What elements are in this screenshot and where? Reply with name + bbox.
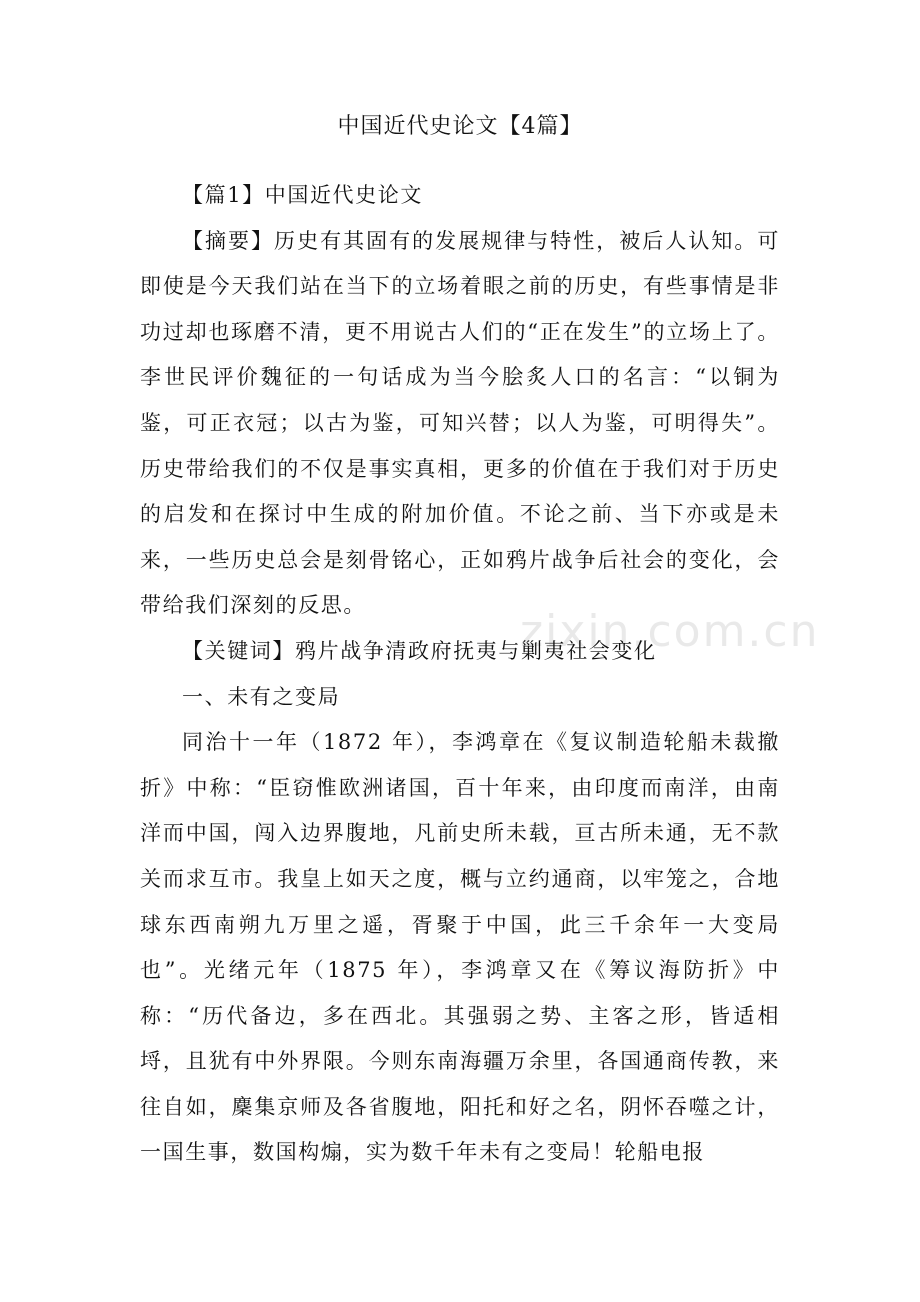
section-heading: 【篇1】中国近代史论文 (182, 183, 423, 207)
watermark: zixin.com.cn (520, 606, 820, 657)
abstract-paragraph: 【摘要】历史有其固有的发展规律与特性，被后人认知。可即使是今天我们站在当下的立场着眼之前的历史，有些事情是非功过却也琢磨不清，更不用说古人们的“正在发生”的立场上了。李世民评价魏征的一句话成为当今脍炙人口的名言：“以铜为鉴，可正衣冠；以古为鉴，可知兴替；以人为鉴，可明得失”。历史带给我们的不仅是事实真相，更多的价值在于我们对于历史的启发和在探讨中生成的附加价值。不论之前、当下亦或是未来，一些历史总会是刻骨铭心，正如鸦片战争后社会的变化，会带给我们深刻的反思。 (140, 228, 780, 618)
document-title: 中国近代史论文【4篇】 (337, 114, 583, 139)
body-paragraph: 同治十一年（1872 年），李鸿章在《复议制造轮船未裁撤折》中称：“臣窃惟欧洲诸国，百十年来，由印度而南洋，由南洋而中国，闯入边界腹地，凡前史所未载，亘古所未通，无不款关而求互市。我皇上如天之度，概与立约通商，以牢笼之，合地球东西南朔九万里之遥，胥聚于中国，此三千余年一大变局也”。光绪元年（1875 年），李鸿章又在《筹议海防折》中称：“历代备边，多在西北。其强弱之势、主客之形，皆适相埒，且犹有中外界限。今则东南海疆万余里，各国通商传教，来往自如，麇集京师及各省腹地，阳托和好之名，阴怀吞噬之计，一国生事，数国构煽，实为数千年未有之变局！轮船电报 (140, 730, 780, 1165)
keywords-line: 【关键词】鸦片战争清政府抚夷与剿夷社会变化 (182, 638, 657, 663)
document-body (140, 173, 780, 1176)
subheading: 一、未有之变局 (182, 684, 341, 709)
